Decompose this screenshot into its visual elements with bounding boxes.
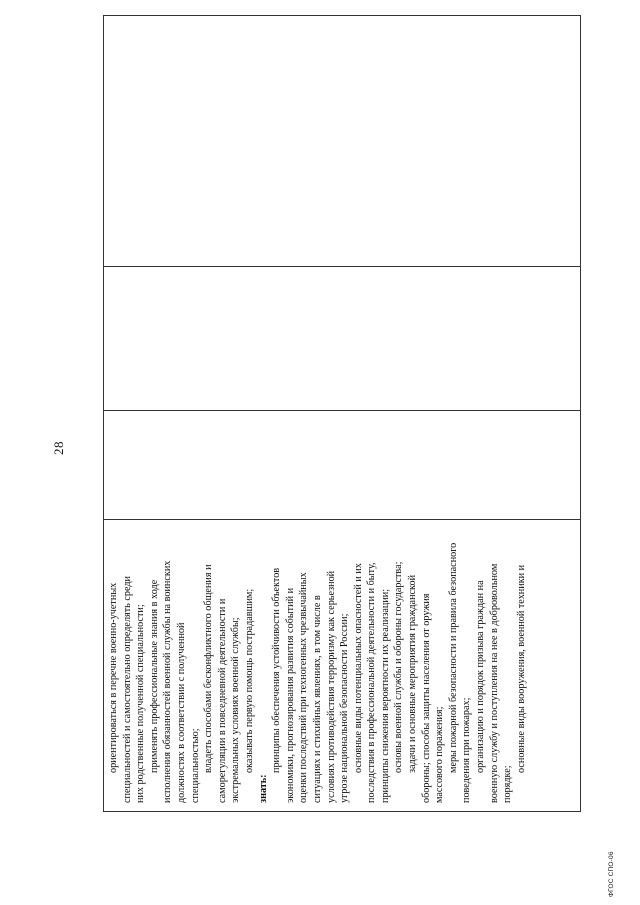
text-line: экономики, прогнозирования развития событий и [284, 587, 296, 803]
text-line: обороны; способы защиты населения от оружия [420, 593, 432, 803]
text-line: экстремальных условиях военной службы; [230, 617, 242, 803]
table-cell-empty [104, 16, 581, 267]
text-line: массового поражения; [434, 706, 446, 803]
text-line: оценки последствий при техногенных чрезвычайных [298, 572, 310, 803]
text-line: угрозе национальной безопасности России; [339, 613, 351, 803]
text-line: меры пожарной безопасности и правила безопасного [447, 542, 459, 773]
text-line: оказывать первую помощь пострадавшим; [243, 588, 255, 773]
table-cell-empty [104, 267, 581, 411]
footer-code: ФГОС СПО-06 [608, 851, 615, 897]
text-line: них родственные полученной специальности; [135, 604, 147, 803]
text-line: основные виды вооружения, военной техники и [515, 564, 527, 773]
text-line: знать: [257, 774, 269, 803]
text-line: принципы снижения вероятности их реализации; [379, 588, 391, 803]
content-text [107, 524, 528, 803]
text-line: специальностей и самостоятельно определять среди [121, 575, 133, 803]
standards-table [103, 15, 581, 812]
text-line: саморегуляции в повседневной деятельности и [216, 598, 228, 803]
text-line: владеть способами бесконфликтного общения и [203, 564, 215, 773]
table-cell-content [104, 520, 581, 812]
text-line: военную службу и поступления на нее в добровольном [488, 563, 500, 803]
text-line: последствия в профессиональной деятельности и быту, [366, 562, 378, 803]
text-line: исполнения обязанностей военной службы на воинских [162, 560, 174, 803]
text-line: специальностью; [189, 728, 201, 803]
text-line: должностях в соответствии с полученной [175, 622, 187, 803]
page-number: 28 [51, 441, 66, 455]
text-line: условиях противодействия терроризму как серьезной [325, 570, 337, 803]
text-line: порядке; [502, 765, 514, 803]
text-line: основы военной службы и обороны государства; [393, 561, 405, 773]
text-line: основные виды потенциальных опасностей и их [352, 563, 364, 773]
table-row [104, 16, 581, 812]
text-line: организацию и порядок призыва граждан на [475, 580, 487, 773]
text-line: поведения при пожарах; [461, 697, 473, 803]
text-line: принципы обеспечения устойчивости объектов [271, 567, 283, 773]
text-line: задачи и основные мероприятия гражданской [407, 574, 419, 773]
text-line: применять профессиональные знания в ходе [148, 579, 160, 773]
table-cell-empty [104, 411, 581, 520]
text-line: ориентироваться в перечне военно-учетных [108, 582, 119, 773]
text-line: ситуациях и стихийных явлениях, в том числе в [311, 595, 323, 803]
